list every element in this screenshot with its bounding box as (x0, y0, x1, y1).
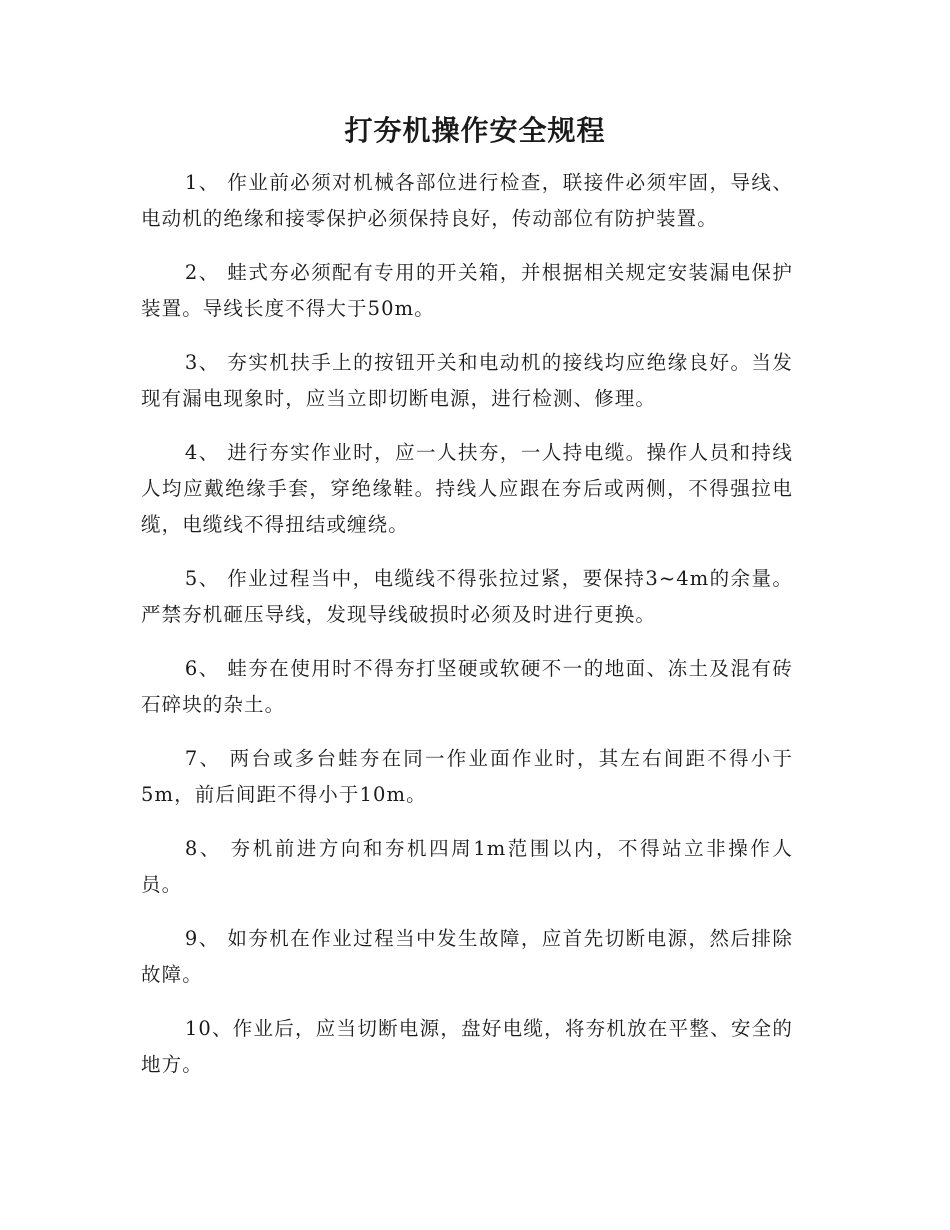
rule-item-6: 6、 蛙夯在使用时不得夯打坚硬或软硬不一的地面、冻土及混有砖石碎块的杂土。 (141, 657, 793, 716)
rule-item-2: 2、 蛙式夯必须配有专用的开关箱，并根据相关规定安装漏电保护装置。导线长度不得大于50m。 (141, 261, 793, 320)
rule-item-3: 3、 夯实机扶手上的按钮开关和电动机的接线均应绝缘良好。当发现有漏电现象时，应当立即切断电源，进行检测、修理。 (141, 351, 793, 410)
rule-item-9: 9、 如夯机在作业过程当中发生故障，应首先切断电源，然后排除故障。 (141, 927, 793, 986)
document-title: 打夯机操作安全规程 (344, 114, 606, 147)
rule-item-7: 7、 两台或多台蛙夯在同一作业面作业时，其左右间距不得小于5m，前后间距不得小于10m。 (141, 747, 793, 806)
rule-item-5: 5、 作业过程当中，电缆线不得张拉过紧，要保持3~4m的余量。严禁夯机砸压导线，发现导线破损时必须及时进行更换。 (141, 567, 793, 626)
rule-item-8: 8、 夯机前进方向和夯机四周1m范围以内，不得站立非操作人员。 (141, 837, 793, 896)
rule-item-10: 10、作业后，应当切断电源，盘好电缆，将夯机放在平整、安全的地方。 (141, 1017, 793, 1076)
rule-item-4: 4、 进行夯实作业时，应一人扶夯，一人持电缆。操作人员和持线人均应戴绝缘手套，穿绝缘鞋。持线人应跟在夯后或两侧，不得强拉电缆，电缆线不得扭结或缠绕。 (141, 441, 793, 536)
document-body (141, 165, 793, 1101)
rule-item-1: 1、 作业前必须对机械各部位进行检查，联接件必须牢固，导线、电动机的绝缘和接零保护必须保持良好，传动部位有防护装置。 (141, 171, 793, 230)
